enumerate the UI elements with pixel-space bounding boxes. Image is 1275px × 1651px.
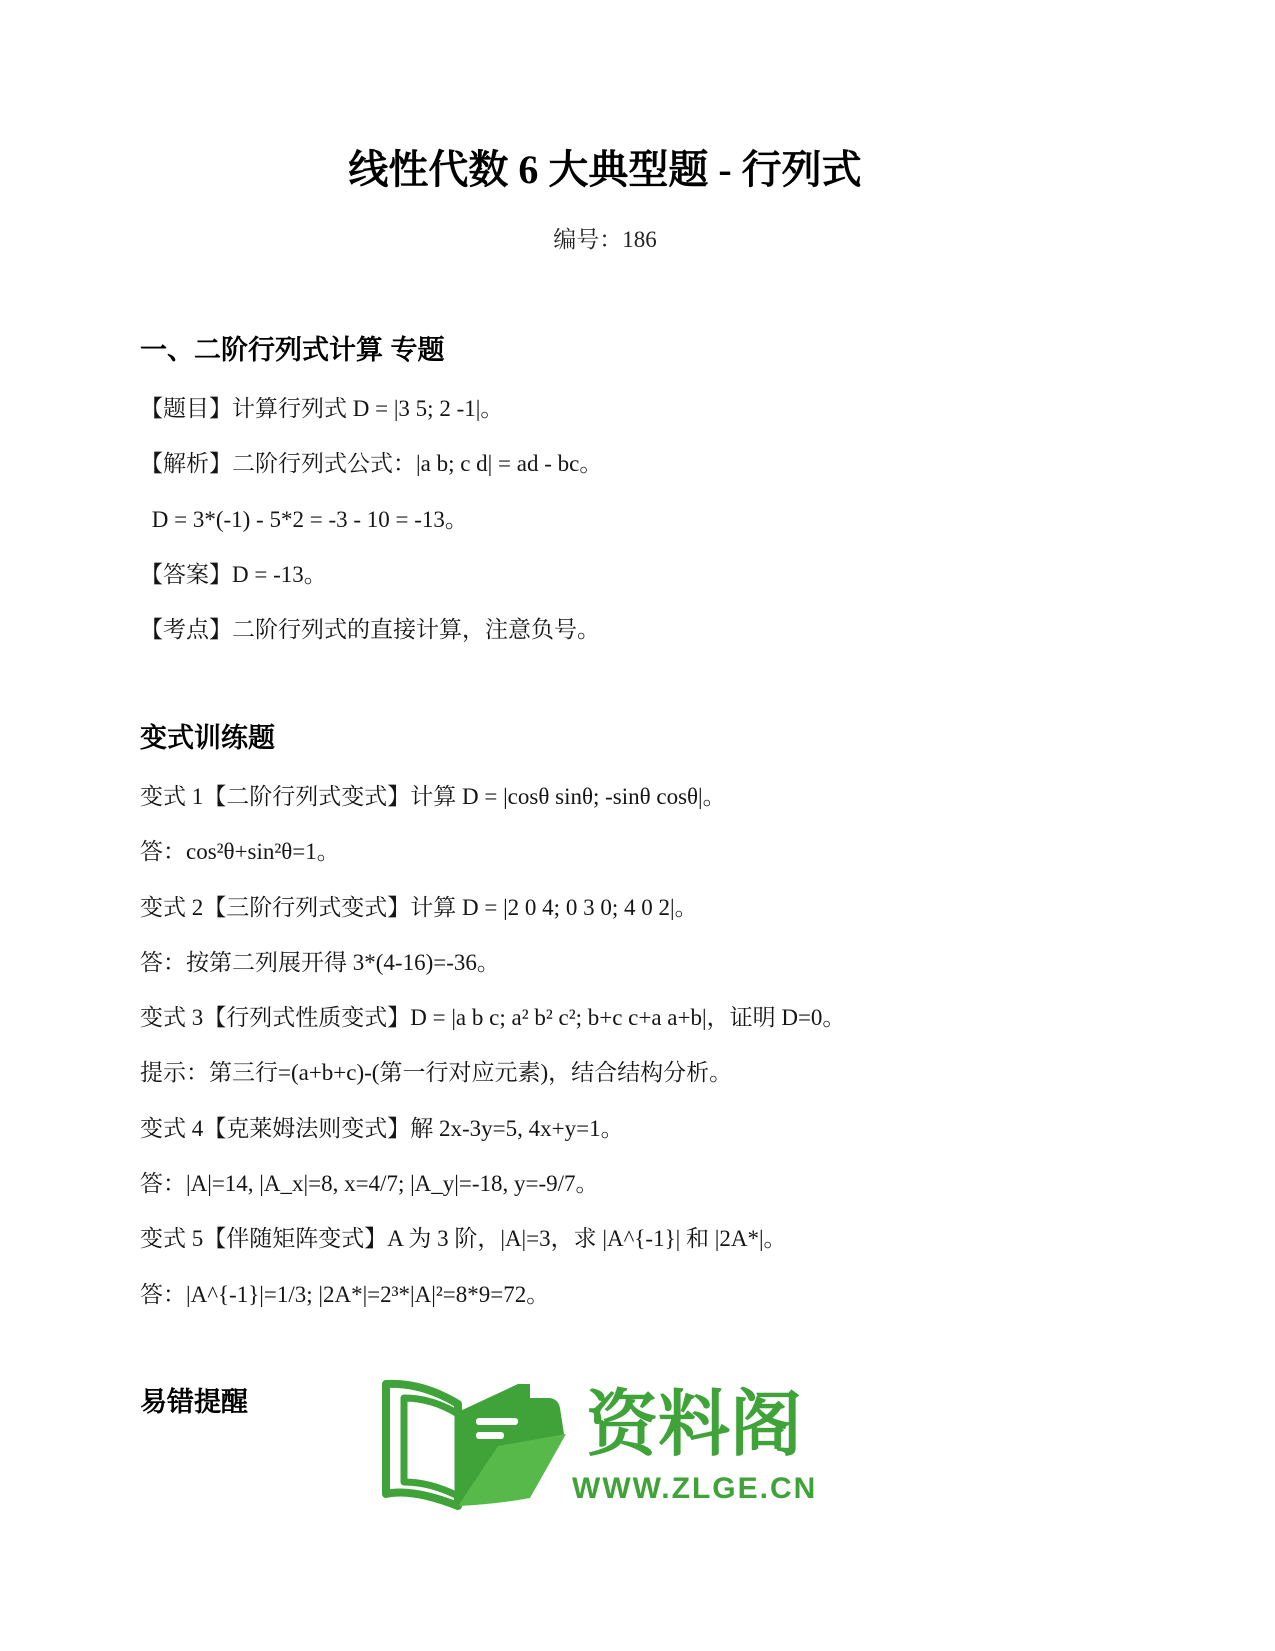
section-heading: 变式训练题	[140, 723, 275, 753]
variant-5-question: 变式 5【伴随矩阵变式】A 为 3 阶，|A|=3，求 |A^{-1}| 和 |2A*|。	[140, 1226, 787, 1252]
answer-line: 【答案】D = -13。	[140, 561, 327, 587]
section-variant-exercises	[140, 708, 1070, 1322]
document-title: 线性代数 6 大典型题 - 行列式	[348, 147, 862, 192]
variant-1-question: 变式 1【二阶行列式变式】计算 D = |cosθ sinθ; -sinθ cosθ|。	[140, 784, 726, 809]
variant-4-question: 变式 4【克莱姆法则变式】解 2x-3y=5, 4x+y=1。	[140, 1115, 624, 1141]
problem-statement: 【题目】计算行列式 D = |3 5; 2 -1|。	[140, 396, 504, 421]
open-book-folder-icon	[380, 1376, 570, 1512]
calculation-line: D = 3*(-1) - 5*2 = -3 - 10 = -13。	[146, 506, 468, 532]
section-second-order-determinant	[140, 320, 1070, 657]
watermark-site-url: WWW.ZLGE.CN	[572, 1472, 818, 1505]
variant-5-answer: 答：|A^{-1}|=1/3; |2A*|=2³*|A|²=8*9=72。	[140, 1281, 550, 1307]
document-serial-number: 编号：186	[553, 227, 657, 252]
analysis-line: 【解析】二阶行列式公式：|a b; c d| = ad - bc。	[140, 451, 603, 477]
variant-3-hint: 提示：第三行=(a+b+c)-(第一行对应元素)，结合结构分析。	[140, 1060, 733, 1086]
variant-1-answer: 答：cos²θ+sin²θ=1。	[140, 839, 340, 865]
variant-3-question: 变式 3【行列式性质变式】D = |a b c; a² b² c²; b+c c+a a+b|，证明 D=0。	[140, 1005, 846, 1031]
variant-2-question: 变式 2【三阶行列式变式】计算 D = |2 0 4; 0 3 0; 4 0 2|。	[140, 894, 698, 920]
section-heading: 易错提醒	[140, 1387, 248, 1417]
variant-2-answer: 答：按第二列展开得 3*(4-16)=-36。	[140, 949, 500, 975]
watermark-brand-name: 资料阁	[586, 1382, 803, 1466]
variant-4-answer: 答：|A|=14, |A_x|=8, x=4/7; |A_y|=-18, y=-9/7。	[140, 1171, 599, 1197]
watermark-logo	[380, 1376, 830, 1512]
key-point-line: 【考点】二阶行列式的直接计算，注意负号。	[140, 617, 600, 643]
section-heading: 一、二阶行列式计算 专题	[140, 335, 445, 365]
